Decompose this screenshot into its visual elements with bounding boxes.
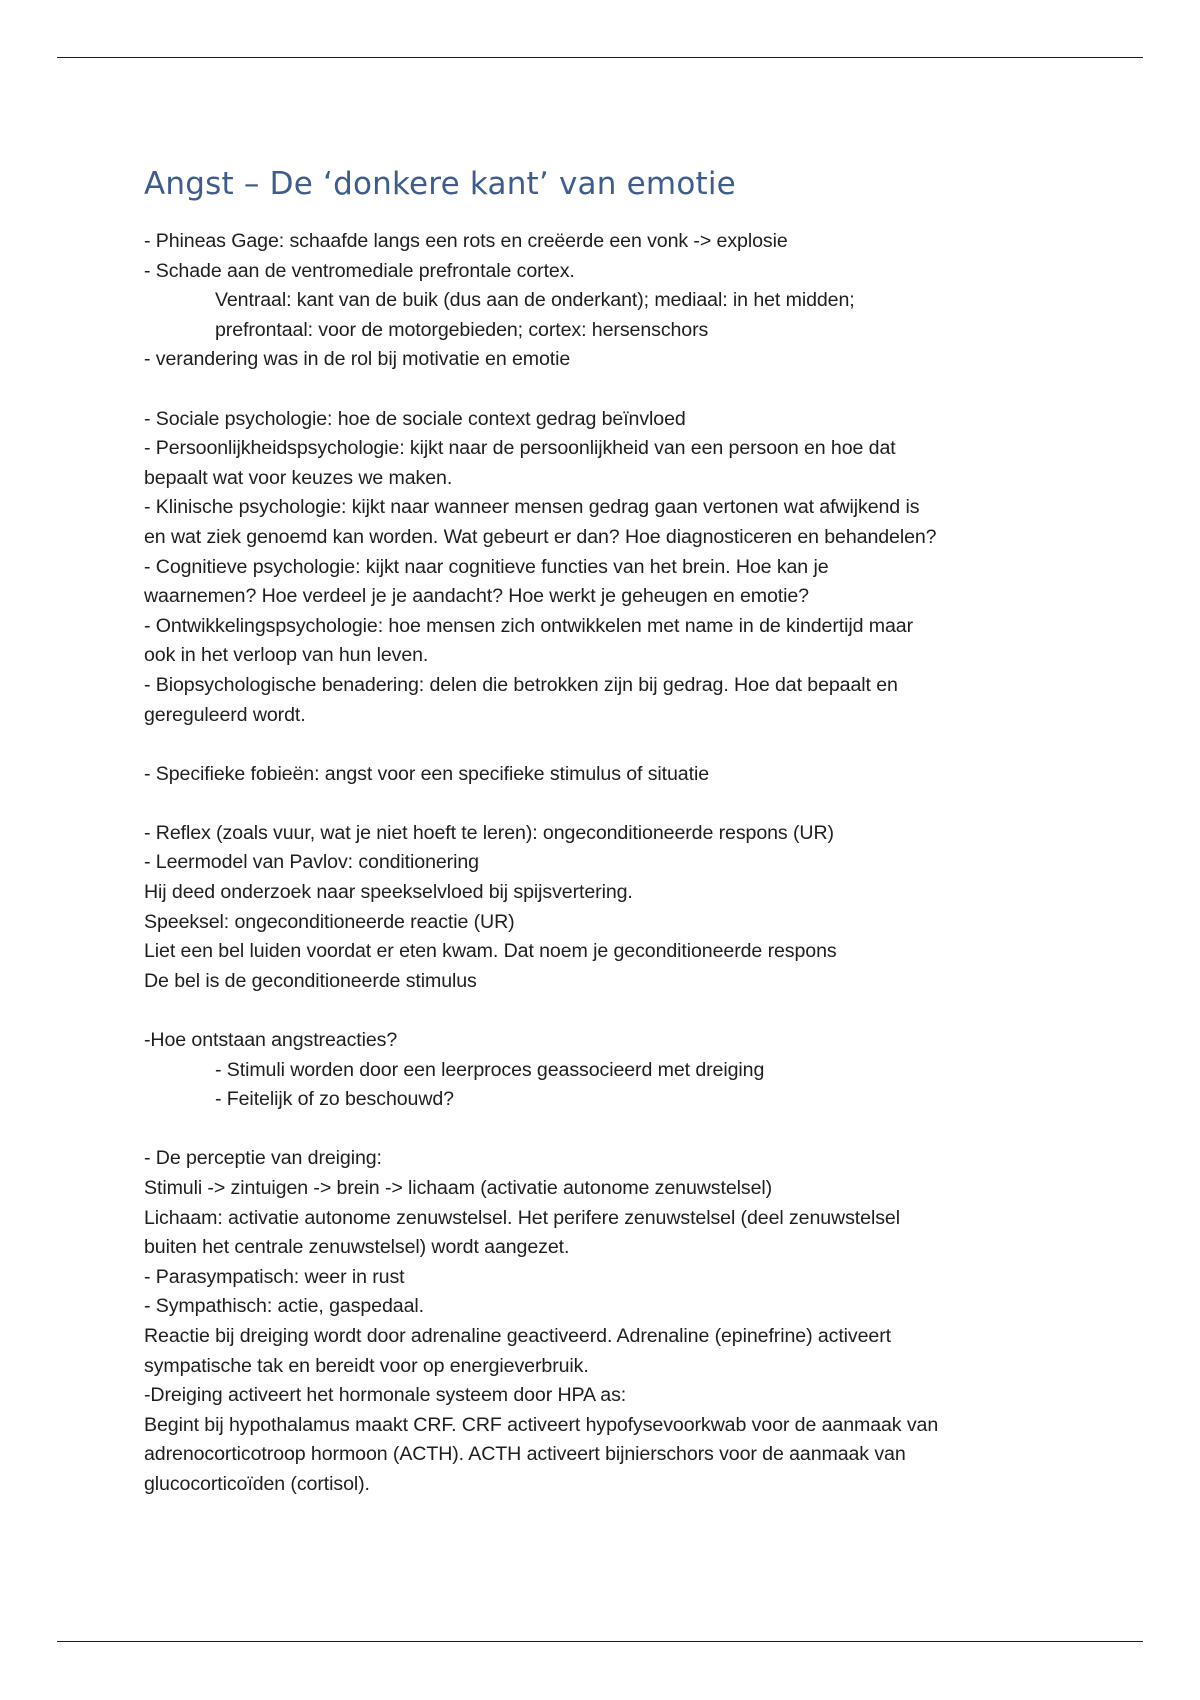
paragraph-gap (144, 375, 1064, 405)
text-line: Stimuli -> zintuigen -> brein -> lichaam (activatie autonome zenuwstelsel) (144, 1177, 773, 1199)
document-page (144, 160, 1064, 1500)
text-line: De bel is de geconditioneerde stimulus (144, 969, 477, 992)
text-line: - Cognitieve psychologie: kijkt naar cognitieve functies van het brein. Hoe kan je (144, 555, 829, 578)
text-line: - verandering was in de rol bij motivatie en emotie (144, 348, 571, 371)
text-line: sympatische tak en bereidt voor op energieverbruik. (144, 1354, 589, 1377)
text-line: en wat ziek genoemd kan worden. Wat gebeurt er dan? Hoe diagnosticeren en behandelen? (144, 525, 937, 548)
header-rule (57, 57, 1143, 58)
text-line: gereguleerd wordt. (144, 703, 306, 726)
text-line: Begint bij hypothalamus maakt CRF. CRF activeert hypofysevoorkwab voor de aanmaak van (144, 1413, 939, 1436)
text-line: waarnemen? Hoe verdeel je je aandacht? Hoe werkt je geheugen en emotie? (144, 585, 809, 608)
text-line: adrenocorticotroop hormoon (ACTH). ACTH activeert bijnierschors voor de aanmaak van (144, 1443, 906, 1466)
text-line-indented: - Feitelijk of zo beschouwd? (215, 1088, 454, 1111)
text-line: Liet een bel luiden voordat er eten kwam. Dat noem je geconditioneerde respons (144, 940, 837, 963)
text-line: - Phineas Gage: schaafde langs een rots en creëerde een vonk -> explosie (144, 230, 788, 252)
text-line: Reactie bij dreiging wordt door adrenaline geactiveerd. Adrenaline (epinefrine) activeert (144, 1324, 891, 1347)
text-line: buiten het centrale zenuwstelsel) wordt aangezet. (144, 1236, 570, 1259)
text-line: - Ontwikkelingspsychologie: hoe mensen zich ontwikkelen met name in de kindertijd maar (144, 614, 913, 637)
paragraph-gap (144, 730, 1064, 760)
text-line: bepaalt wat voor keuzes we maken. (144, 466, 453, 489)
paragraph-gap (144, 789, 1064, 819)
text-line: - De perceptie van dreiging: (144, 1147, 382, 1170)
paragraph-gap (144, 996, 1064, 1026)
text-line: - Klinische psychologie: kijkt naar wanneer mensen gedrag gaan vertonen wat afwijkend is (144, 496, 920, 519)
text-line: - Sociale psychologie: hoe de sociale context gedrag beïnvloed (144, 407, 686, 430)
text-line: -Dreiging activeert het hormonale systeem door HPA as: (144, 1384, 627, 1407)
text-line: - Persoonlijkheidspsychologie: kijkt naar de persoonlijkheid van een persoon en hoe dat (144, 437, 896, 460)
text-line: Hij deed onderzoek naar speekselvloed bij spijsvertering. (144, 881, 633, 904)
document-body (144, 227, 1064, 1500)
text-line: ook in het verloop van hun leven. (144, 644, 429, 667)
text-line: - Leermodel van Pavlov: conditionering (144, 851, 479, 874)
text-line-indented: - Stimuli worden door een leerproces geassocieerd met dreiging (215, 1058, 765, 1081)
text-line-indented: prefrontaal: voor de motorgebieden; cortex: hersenschors (215, 318, 709, 341)
text-line: - Schade aan de ventromediale prefrontale cortex. (144, 259, 575, 282)
text-line: - Parasympatisch: weer in rust (144, 1265, 405, 1288)
text-line: Lichaam: activatie autonome zenuwstelsel. Het perifere zenuwstelsel (deel zenuwstelsel (144, 1206, 900, 1229)
text-line-indented: Ventraal: kant van de buik (dus aan de onderkant); mediaal: in het midden; (215, 289, 855, 312)
page-title: Angst – De ‘donkere kant’ van emotie (144, 166, 736, 202)
text-line: - Sympathisch: actie, gaspedaal. (144, 1295, 424, 1318)
text-line: - Biopsychologische benadering: delen die betrokken zijn bij gedrag. Hoe dat bepaalt en (144, 673, 898, 696)
text-line: -Hoe ontstaan angstreacties? (144, 1029, 398, 1052)
footer-rule (57, 1641, 1143, 1642)
text-line: - Specifieke fobieën: angst voor een specifieke stimulus of situatie (144, 762, 709, 785)
paragraph-gap (144, 1115, 1064, 1145)
text-line: - Reflex (zoals vuur, wat je niet hoeft te leren): ongeconditioneerde respons (UR) (144, 821, 834, 844)
text-line: glucocorticoïden (cortisol). (144, 1472, 370, 1495)
text-line: Speeksel: ongeconditioneerde reactie (UR) (144, 910, 515, 933)
